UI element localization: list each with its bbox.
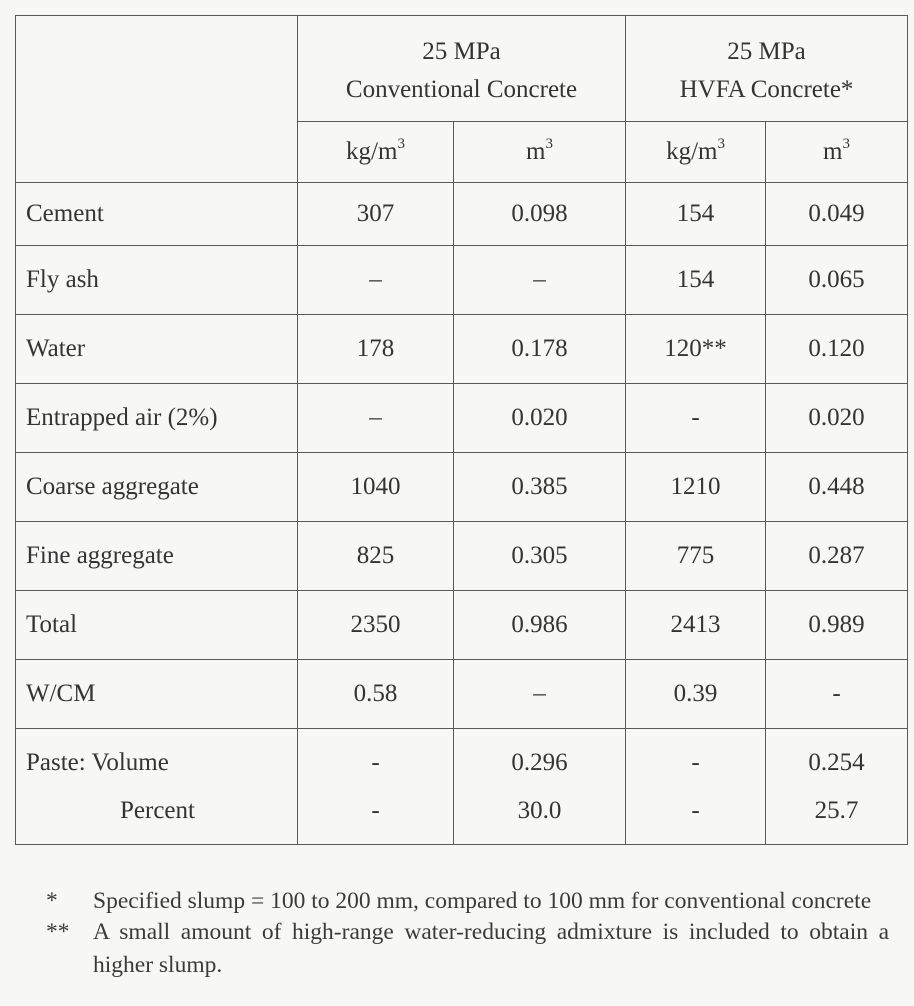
cell-value: 0.098	[454, 183, 626, 246]
header-blank-cell	[16, 16, 298, 183]
table-row	[16, 246, 908, 315]
cell-value: 0.065	[766, 246, 908, 315]
cell-value: 2350	[298, 591, 454, 660]
unit-header: $kg/m^3$	[626, 122, 766, 183]
cell-value: - -	[298, 729, 454, 845]
row-label: Fly ash	[16, 246, 298, 315]
cell-value: 825	[298, 522, 454, 591]
table-group-header-row	[16, 16, 908, 122]
unit-header: $kg/m^3$	[298, 122, 454, 183]
cell-value: -	[626, 384, 766, 453]
cell-value: 0.986	[454, 591, 626, 660]
unit-header: $m^3$	[454, 122, 626, 183]
row-label	[16, 729, 298, 845]
cell-value: 154	[626, 246, 766, 315]
cell-value: 0.254 25.7	[766, 729, 908, 845]
paste-volume-label: Paste: Volume	[26, 748, 169, 776]
unit-header: $m^3$	[766, 122, 908, 183]
cell-value: 1040	[298, 453, 454, 522]
table-row	[16, 591, 908, 660]
row-label: Coarse aggregate	[16, 453, 298, 522]
cell-value: 0.989	[766, 591, 908, 660]
cell-value: 0.58	[298, 660, 454, 729]
cell-value: –	[454, 660, 626, 729]
cell-value: 0.305	[454, 522, 626, 591]
cell-value: 1210	[626, 453, 766, 522]
footnote-text: A small amount of high-range water-reducing admixture is included to obtain a higher slump.	[93, 919, 889, 978]
table-row	[16, 183, 908, 246]
header-strength: 25 MPa	[422, 37, 501, 65]
cell-value: 0.39	[626, 660, 766, 729]
cell-value: -	[766, 660, 908, 729]
footnote-marker: *	[46, 888, 58, 914]
cell-value: 0.448	[766, 453, 908, 522]
cell-value: - -	[626, 729, 766, 845]
cell-value: –	[298, 384, 454, 453]
row-label: Cement	[16, 183, 298, 246]
header-hvfa-concrete	[626, 16, 908, 122]
footnote-marker: **	[46, 919, 70, 945]
cell-value: 0.287	[766, 522, 908, 591]
cell-value: 2413	[626, 591, 766, 660]
concrete-mix-table	[15, 15, 908, 845]
row-label: W/CM	[16, 660, 298, 729]
cell-value: 0.120	[766, 315, 908, 384]
cell-value: 775	[626, 522, 766, 591]
cell-value: 154	[626, 183, 766, 246]
cell-value: 0.049	[766, 183, 908, 246]
table-row	[16, 315, 908, 384]
cell-value: 0.020	[454, 384, 626, 453]
paste-percent-label: Percent	[120, 796, 195, 824]
row-label: Entrapped air (2%)	[16, 384, 298, 453]
cell-value: 0.385	[454, 453, 626, 522]
cell-value: –	[298, 246, 454, 315]
table-row	[16, 522, 908, 591]
cell-value: 0.020	[766, 384, 908, 453]
table-row-paste	[16, 729, 908, 845]
table-row	[16, 453, 908, 522]
cell-value: 0.178	[454, 315, 626, 384]
cell-value: –	[454, 246, 626, 315]
cell-value: 178	[298, 315, 454, 384]
cell-value: 120**	[626, 315, 766, 384]
cell-value: 307	[298, 183, 454, 246]
header-conventional-concrete	[298, 16, 626, 122]
footnote-text: Specified slump = 100 to 200 mm, compared to 100 mm for conventional concrete	[93, 888, 872, 914]
row-label: Water	[16, 315, 298, 384]
row-label: Total	[16, 591, 298, 660]
footnote	[0, 885, 914, 918]
row-label: Fine aggregate	[16, 522, 298, 591]
header-mix-type: Conventional Concrete	[345, 75, 578, 103]
footnote	[0, 916, 914, 982]
header-mix-type: HVFA Concrete*	[679, 75, 854, 103]
table-row	[16, 384, 908, 453]
header-strength: 25 MPa	[727, 37, 806, 65]
footnotes	[0, 885, 914, 982]
table-row	[16, 660, 908, 729]
cell-value: 0.296 30.0	[454, 729, 626, 845]
